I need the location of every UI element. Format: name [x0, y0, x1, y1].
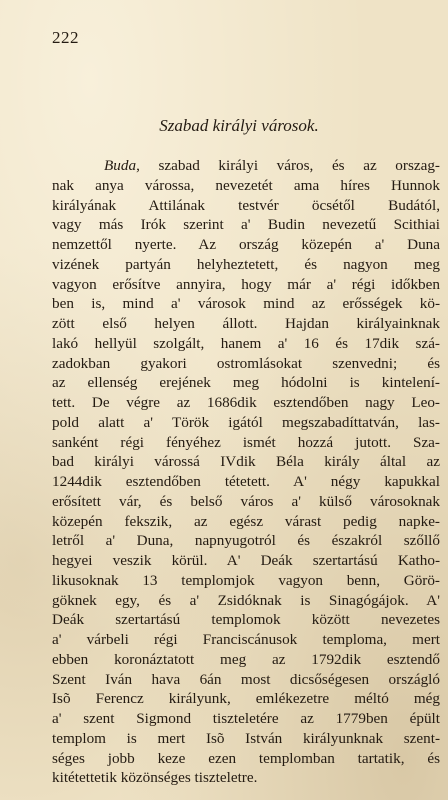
paragraph-first-line: [52, 156, 440, 176]
text-line: vagy más Irók szerint a' Budin nevezetű Scithiai: [52, 216, 440, 234]
text-line: vagyon erősítve annyira, hogy már a' régi időkben: [52, 275, 440, 293]
text-line: pold alatt a' Török igától megszabadíttatván, las-: [52, 413, 440, 431]
text-line: Szent Iván hava 6án most dicsőségesen országló: [52, 670, 440, 688]
text-line: vizének partyán helyheztetett, és nagyon meg: [52, 255, 440, 273]
body-paragraph: [52, 156, 440, 788]
page-number: 222: [52, 28, 79, 47]
text-line: tett. De végre az 1686dik esztendőben nagy Leo-: [52, 394, 440, 411]
text-line: likusoknak 13 templomjok vagyon benn, Görö-: [52, 571, 440, 589]
text-line: közepén fekszik, az egész várast pedig napke-: [52, 512, 440, 530]
text-line: zadokban gyakori ostromlásokat szenvedni; és: [52, 354, 440, 372]
text-line: göknek egy, és a' Zsidóknak is Sinagógájok. A': [52, 591, 440, 609]
text-line: zött első helyen állott. Hajdan királyainknak: [52, 315, 440, 332]
text-line: ebben koronáztatott meg az 1792dik esztendő: [52, 650, 440, 668]
lead-word: Buda: [104, 157, 137, 174]
text-line: erősített vár, és belső város a' külső városoknak: [52, 492, 440, 510]
text-line: 1244dik esztendőben tétetett. A' négy kapukkal: [52, 473, 440, 490]
text-line: nak anya várossa, nevezetét ama híres Hunnok: [52, 176, 440, 194]
text-line: királyának Attilának testvér öcsétől Budától,: [52, 196, 440, 214]
text-line: lakó hellyül szolgált, hanem a' 16 és 17dik szá-: [52, 334, 440, 352]
text-line: sanként régi fényéhez ismét hozzá jutott. Sza-: [52, 433, 440, 451]
text-line-last: kitétettetik közönséges tiszteletre.: [52, 769, 258, 787]
text-line: Isõ Ferencz királyunk, emlékezetre méltó még: [52, 690, 440, 708]
text-line: hegyei veszik körül. A' Deák szertartású Katho-: [52, 552, 440, 569]
text-line: letről a' Duna, napnyugotról és északról szőllő: [52, 532, 440, 550]
text-line: Deák szertartású templomok között nevezetes: [52, 611, 440, 629]
text-line: templom is mert Isõ István királyunknak szent-: [52, 729, 440, 747]
text-line: séges jobb keze ezen templomban tartatik, és: [52, 749, 440, 767]
text-line: bad királyi várossá IVdik Béla király által az: [52, 453, 440, 471]
text-line: az ellenség erejének meg hódolni is kintelení-: [52, 374, 440, 392]
text-line: a' várbeli régi Franciscánusok temploma, mert: [52, 631, 440, 648]
section-title: Szabad királyi városok.: [159, 116, 319, 135]
text-line: ben is, mind a' városok mind az erősségek kö-: [52, 295, 440, 313]
text-line: a' szent Sigmond tiszteletére az 1779ben épült: [52, 710, 440, 727]
text-line: nemzettől nyerte. Az ország közepén a' Duna: [52, 236, 440, 253]
first-line-rest: , szabad királyi város, és az orszag-: [136, 157, 440, 174]
